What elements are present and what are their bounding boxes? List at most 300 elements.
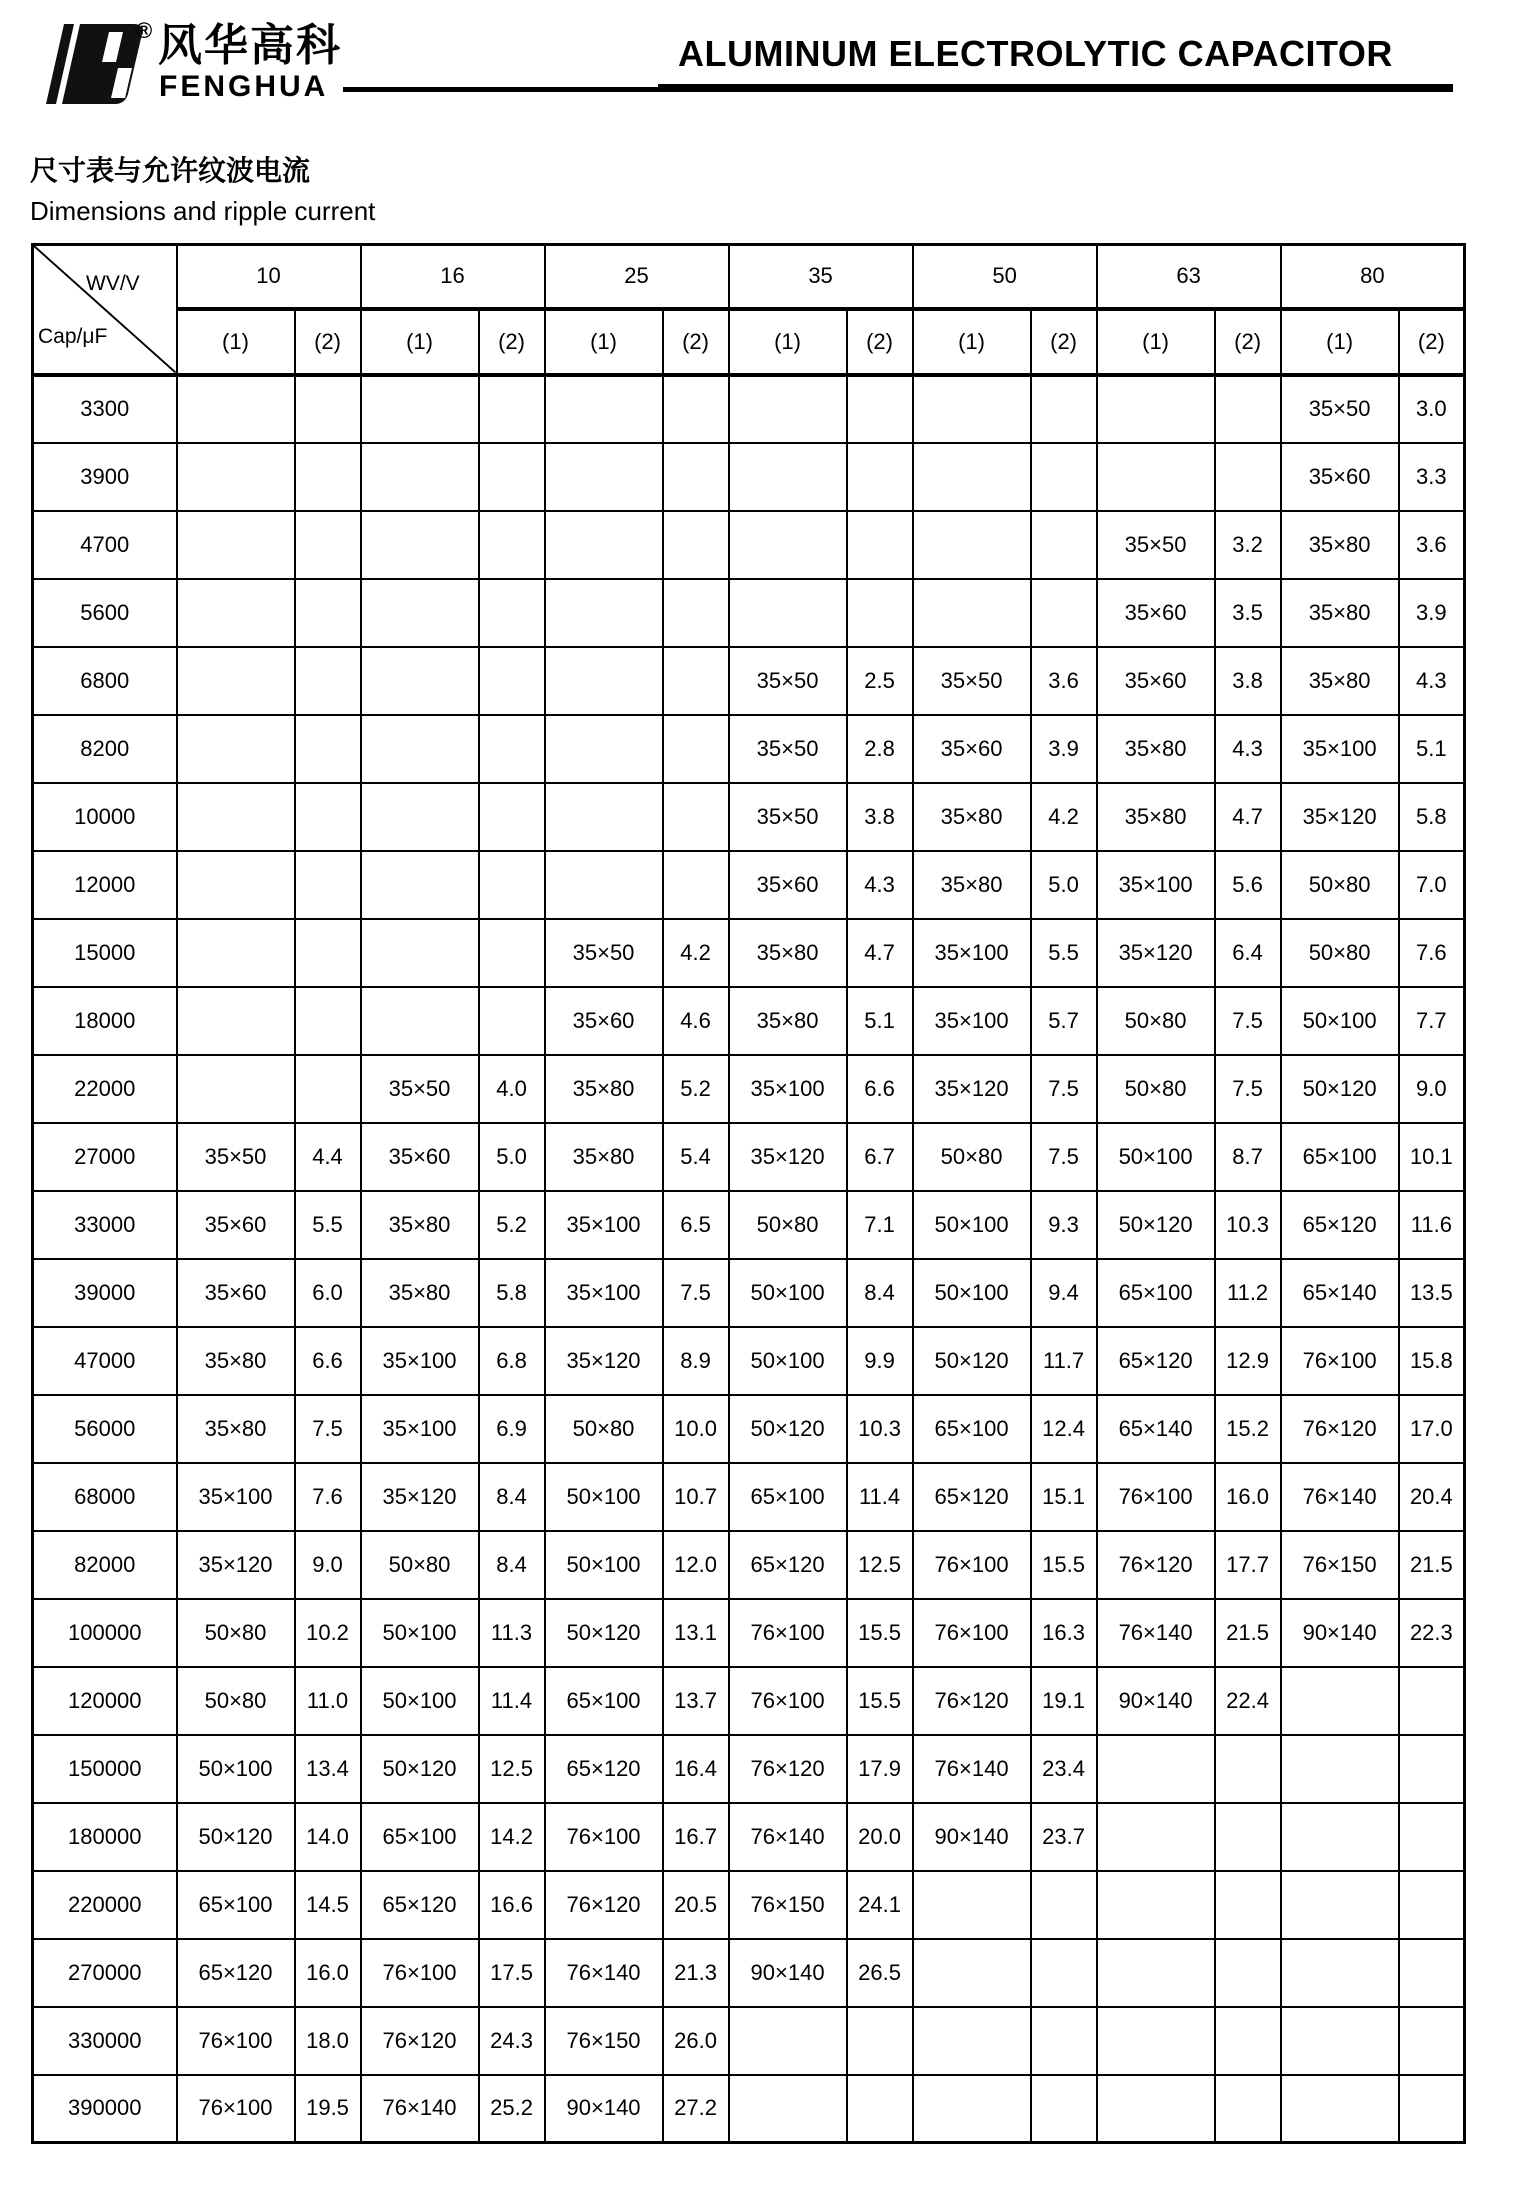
size-cell <box>545 375 663 443</box>
ripple-cell: 8.7 <box>1215 1123 1281 1191</box>
size-cell: 76×100 <box>1281 1327 1399 1395</box>
corner-cell <box>33 245 177 375</box>
cap-cell: 18000 <box>33 987 177 1055</box>
size-cell <box>913 579 1031 647</box>
ripple-cell: 8.4 <box>479 1531 545 1599</box>
ripple-cell: 17.5 <box>479 1939 545 2007</box>
size-cell <box>1281 2075 1399 2143</box>
ripple-cell: 8.9 <box>663 1327 729 1395</box>
cap-cell: 33000 <box>33 1191 177 1259</box>
size-cell: 65×140 <box>1281 1259 1399 1327</box>
size-cell: 90×140 <box>729 1939 847 2007</box>
voltage-header-cell: 63 <box>1097 245 1281 309</box>
size-cell: 50×120 <box>545 1599 663 1667</box>
table-row <box>33 1803 1465 1871</box>
ripple-cell: 5.7 <box>1031 987 1097 1055</box>
cap-cell: 12000 <box>33 851 177 919</box>
ripple-cell <box>295 647 361 715</box>
size-cell: 76×100 <box>729 1599 847 1667</box>
ripple-cell: 6.8 <box>479 1327 545 1395</box>
size-cell <box>177 783 295 851</box>
size-cell: 35×100 <box>913 919 1031 987</box>
size-cell: 35×60 <box>361 1123 479 1191</box>
ripple-cell: 23.7 <box>1031 1803 1097 1871</box>
cap-cell: 220000 <box>33 1871 177 1939</box>
size-cell: 35×100 <box>545 1259 663 1327</box>
size-cell: 35×80 <box>913 851 1031 919</box>
ripple-cell <box>1215 1803 1281 1871</box>
size-cell: 65×100 <box>361 1803 479 1871</box>
ripple-cell <box>1215 375 1281 443</box>
size-cell: 35×60 <box>1097 647 1215 715</box>
cap-cell: 6800 <box>33 647 177 715</box>
ripple-cell: 17.9 <box>847 1735 913 1803</box>
ripple-cell: 2.5 <box>847 647 913 715</box>
size-cell: 50×80 <box>1281 919 1399 987</box>
table-row <box>33 1871 1465 1939</box>
size-cell <box>1097 2075 1215 2143</box>
ripple-cell <box>479 783 545 851</box>
voltage-header-cell: 16 <box>361 245 545 309</box>
ripple-cell: 11.3 <box>479 1599 545 1667</box>
ripple-cell: 7.5 <box>295 1395 361 1463</box>
table-row <box>33 1531 1465 1599</box>
ripple-cell: 24.3 <box>479 2007 545 2075</box>
ripple-cell: 9.4 <box>1031 1259 1097 1327</box>
size-cell: 76×100 <box>361 1939 479 2007</box>
subcol-ripple-cell: (2) <box>1031 309 1097 375</box>
ripple-cell <box>479 851 545 919</box>
ripple-cell: 8.4 <box>479 1463 545 1531</box>
size-cell: 76×120 <box>361 2007 479 2075</box>
ripple-cell: 4.0 <box>479 1055 545 1123</box>
voltage-header-cell: 35 <box>729 245 913 309</box>
subcol-size-cell: (1) <box>361 309 479 375</box>
ripple-cell: 14.0 <box>295 1803 361 1871</box>
ripple-cell: 6.6 <box>295 1327 361 1395</box>
size-cell: 35×80 <box>361 1259 479 1327</box>
ripple-cell <box>663 511 729 579</box>
table-row <box>33 987 1465 1055</box>
ripple-cell: 26.0 <box>663 2007 729 2075</box>
size-cell <box>545 715 663 783</box>
ripple-cell <box>479 511 545 579</box>
ripple-cell <box>1031 443 1097 511</box>
table-row <box>33 1667 1465 1735</box>
ripple-cell: 3.9 <box>1031 715 1097 783</box>
ripple-cell: 5.1 <box>1399 715 1465 783</box>
ripple-cell: 10.2 <box>295 1599 361 1667</box>
size-cell: 35×80 <box>913 783 1031 851</box>
ripple-cell: 6.6 <box>847 1055 913 1123</box>
size-cell <box>361 647 479 715</box>
size-cell <box>177 987 295 1055</box>
ripple-cell: 3.9 <box>1399 579 1465 647</box>
ripple-cell <box>1215 2007 1281 2075</box>
ripple-cell: 9.3 <box>1031 1191 1097 1259</box>
size-cell <box>545 579 663 647</box>
ripple-cell: 14.5 <box>295 1871 361 1939</box>
ripple-cell <box>663 851 729 919</box>
ripple-cell: 23.4 <box>1031 1735 1097 1803</box>
ripple-cell: 4.3 <box>847 851 913 919</box>
size-cell <box>1097 1939 1215 2007</box>
cap-cell: 39000 <box>33 1259 177 1327</box>
ripple-cell: 15.5 <box>1031 1531 1097 1599</box>
document-title: ALUMINUM ELECTROLYTIC CAPACITOR <box>678 33 1393 74</box>
ripple-cell: 4.4 <box>295 1123 361 1191</box>
ripple-cell: 4.6 <box>663 987 729 1055</box>
size-cell: 76×140 <box>1281 1463 1399 1531</box>
size-cell <box>913 511 1031 579</box>
ripple-cell: 10.3 <box>1215 1191 1281 1259</box>
size-cell: 35×80 <box>1097 715 1215 783</box>
table-row <box>33 1259 1465 1327</box>
size-cell <box>1281 1871 1399 1939</box>
ripple-cell: 7.5 <box>1031 1123 1097 1191</box>
subcol-size-cell: (1) <box>913 309 1031 375</box>
size-cell: 50×80 <box>177 1667 295 1735</box>
size-cell <box>361 987 479 1055</box>
fenghua-logo-icon <box>38 24 142 104</box>
ripple-cell <box>847 511 913 579</box>
cap-cell: 47000 <box>33 1327 177 1395</box>
ripple-cell: 26.5 <box>847 1939 913 2007</box>
size-cell <box>545 511 663 579</box>
cap-cell: 3300 <box>33 375 177 443</box>
size-cell <box>361 715 479 783</box>
size-cell: 76×140 <box>729 1803 847 1871</box>
subcol-ripple-cell: (2) <box>847 309 913 375</box>
cap-cell: 22000 <box>33 1055 177 1123</box>
table-body <box>33 375 1465 2143</box>
size-cell: 90×140 <box>1097 1667 1215 1735</box>
table-row <box>33 647 1465 715</box>
size-cell <box>1281 1735 1399 1803</box>
registered-trademark-icon: ® <box>136 18 153 43</box>
ripple-cell: 17.0 <box>1399 1395 1465 1463</box>
ripple-cell: 2.8 <box>847 715 913 783</box>
voltage-header-cell: 80 <box>1281 245 1465 309</box>
ripple-cell: 5.0 <box>479 1123 545 1191</box>
ripple-cell: 11.4 <box>847 1463 913 1531</box>
ripple-cell <box>663 783 729 851</box>
size-cell: 76×120 <box>1097 1531 1215 1599</box>
ripple-cell: 20.5 <box>663 1871 729 1939</box>
ripple-cell: 3.2 <box>1215 511 1281 579</box>
size-cell: 76×150 <box>545 2007 663 2075</box>
ripple-cell <box>847 2007 913 2075</box>
ripple-cell: 17.7 <box>1215 1531 1281 1599</box>
cap-cell: 390000 <box>33 2075 177 2143</box>
ripple-cell: 7.5 <box>1215 1055 1281 1123</box>
size-cell <box>729 375 847 443</box>
size-cell: 35×50 <box>729 715 847 783</box>
size-cell: 35×50 <box>361 1055 479 1123</box>
subcol-ripple-cell: (2) <box>1399 309 1465 375</box>
size-cell <box>1097 1735 1215 1803</box>
size-cell: 35×120 <box>361 1463 479 1531</box>
cap-cell: 100000 <box>33 1599 177 1667</box>
size-cell <box>545 851 663 919</box>
ripple-cell: 3.3 <box>1399 443 1465 511</box>
size-cell <box>1281 1803 1399 1871</box>
ripple-cell <box>1399 1803 1465 1871</box>
ripple-cell <box>1215 1735 1281 1803</box>
ripple-cell <box>847 579 913 647</box>
size-cell: 35×120 <box>1281 783 1399 851</box>
ripple-cell: 13.5 <box>1399 1259 1465 1327</box>
table-row <box>33 443 1465 511</box>
subcol-size-cell: (1) <box>1281 309 1399 375</box>
ripple-cell <box>479 443 545 511</box>
corner-label-wvv: WV/V <box>86 272 140 295</box>
size-cell: 50×100 <box>1097 1123 1215 1191</box>
size-cell: 76×100 <box>545 1803 663 1871</box>
ripple-cell: 16.0 <box>1215 1463 1281 1531</box>
ripple-cell: 5.0 <box>1031 851 1097 919</box>
ripple-cell: 16.4 <box>663 1735 729 1803</box>
size-cell <box>177 443 295 511</box>
size-cell <box>1281 1667 1399 1735</box>
ripple-cell: 15.8 <box>1399 1327 1465 1395</box>
size-cell: 50×100 <box>361 1599 479 1667</box>
ripple-cell: 4.7 <box>847 919 913 987</box>
size-cell: 50×80 <box>177 1599 295 1667</box>
size-cell: 76×120 <box>545 1871 663 1939</box>
size-cell <box>361 443 479 511</box>
ripple-cell: 5.4 <box>663 1123 729 1191</box>
ripple-cell: 19.5 <box>295 2075 361 2143</box>
size-cell: 50×80 <box>1097 1055 1215 1123</box>
table-row <box>33 1463 1465 1531</box>
size-cell: 76×100 <box>177 2007 295 2075</box>
table-row <box>33 375 1465 443</box>
ripple-cell <box>295 715 361 783</box>
ripple-cell <box>479 375 545 443</box>
ripple-cell: 22.4 <box>1215 1667 1281 1735</box>
ripple-cell: 6.7 <box>847 1123 913 1191</box>
size-cell <box>913 1939 1031 2007</box>
size-cell: 76×120 <box>729 1735 847 1803</box>
size-cell <box>1097 375 1215 443</box>
ripple-cell: 21.5 <box>1215 1599 1281 1667</box>
size-cell <box>1281 1939 1399 2007</box>
size-cell <box>545 647 663 715</box>
size-cell: 35×100 <box>729 1055 847 1123</box>
size-cell: 76×100 <box>1097 1463 1215 1531</box>
cap-cell: 270000 <box>33 1939 177 2007</box>
cap-cell: 15000 <box>33 919 177 987</box>
ripple-cell <box>663 715 729 783</box>
size-cell <box>729 579 847 647</box>
table-row <box>33 1123 1465 1191</box>
size-cell: 50×80 <box>361 1531 479 1599</box>
ripple-cell <box>1399 1871 1465 1939</box>
ripple-cell <box>1031 579 1097 647</box>
size-cell <box>177 375 295 443</box>
cap-cell: 5600 <box>33 579 177 647</box>
size-cell <box>913 443 1031 511</box>
size-cell: 35×60 <box>177 1191 295 1259</box>
corner-label-cap: Cap/μF <box>38 324 108 348</box>
size-cell: 35×50 <box>1281 375 1399 443</box>
subcol-size-cell: (1) <box>545 309 663 375</box>
voltage-header-row <box>33 245 1465 309</box>
cap-cell: 27000 <box>33 1123 177 1191</box>
ripple-cell: 6.4 <box>1215 919 1281 987</box>
ripple-cell: 4.7 <box>1215 783 1281 851</box>
diagonal-divider <box>34 246 176 373</box>
ripple-cell: 15.5 <box>847 1667 913 1735</box>
ripple-cell: 9.0 <box>295 1531 361 1599</box>
ripple-cell <box>847 443 913 511</box>
subcol-ripple-cell: (2) <box>295 309 361 375</box>
table-row <box>33 919 1465 987</box>
size-cell: 35×50 <box>913 647 1031 715</box>
cap-cell: 10000 <box>33 783 177 851</box>
size-cell <box>913 1871 1031 1939</box>
ripple-cell <box>1399 2075 1465 2143</box>
size-cell: 50×120 <box>1097 1191 1215 1259</box>
ripple-cell: 15.5 <box>847 1599 913 1667</box>
ripple-cell: 16.6 <box>479 1871 545 1939</box>
size-cell: 76×150 <box>1281 1531 1399 1599</box>
size-cell: 35×80 <box>1281 647 1399 715</box>
ripple-cell: 3.5 <box>1215 579 1281 647</box>
table-row <box>33 1327 1465 1395</box>
subcol-size-cell: (1) <box>1097 309 1215 375</box>
cap-cell: 8200 <box>33 715 177 783</box>
ripple-cell <box>1031 2007 1097 2075</box>
ripple-cell <box>663 647 729 715</box>
size-cell: 35×80 <box>177 1327 295 1395</box>
size-cell: 35×100 <box>545 1191 663 1259</box>
size-cell: 90×140 <box>1281 1599 1399 1667</box>
ripple-cell: 25.2 <box>479 2075 545 2143</box>
size-cell <box>1097 443 1215 511</box>
size-cell: 35×80 <box>545 1123 663 1191</box>
size-cell: 35×50 <box>177 1123 295 1191</box>
dimensions-ripple-table <box>31 243 1466 2144</box>
size-cell: 35×60 <box>1281 443 1399 511</box>
ripple-cell <box>479 715 545 783</box>
ripple-cell: 3.6 <box>1399 511 1465 579</box>
size-cell: 76×100 <box>177 2075 295 2143</box>
ripple-cell: 7.6 <box>1399 919 1465 987</box>
size-cell: 35×80 <box>177 1395 295 1463</box>
ripple-cell: 7.5 <box>1215 987 1281 1055</box>
size-cell: 65×100 <box>177 1871 295 1939</box>
ripple-cell: 4.2 <box>1031 783 1097 851</box>
ripple-cell <box>295 987 361 1055</box>
ripple-cell <box>295 375 361 443</box>
ripple-cell: 4.2 <box>663 919 729 987</box>
size-cell: 65×120 <box>361 1871 479 1939</box>
ripple-cell: 7.0 <box>1399 851 1465 919</box>
size-cell: 65×100 <box>729 1463 847 1531</box>
ripple-cell: 10.1 <box>1399 1123 1465 1191</box>
size-cell: 65×120 <box>729 1531 847 1599</box>
ripple-cell <box>1399 1735 1465 1803</box>
ripple-cell: 10.3 <box>847 1395 913 1463</box>
size-cell: 35×100 <box>913 987 1031 1055</box>
size-cell: 76×140 <box>913 1735 1031 1803</box>
ripple-cell: 21.5 <box>1399 1531 1465 1599</box>
size-cell <box>177 579 295 647</box>
size-cell: 50×100 <box>177 1735 295 1803</box>
ripple-cell: 12.5 <box>847 1531 913 1599</box>
ripple-cell <box>1215 1871 1281 1939</box>
ripple-cell <box>1215 1939 1281 2007</box>
table-row <box>33 851 1465 919</box>
size-cell: 35×80 <box>1281 511 1399 579</box>
size-cell: 35×60 <box>1097 579 1215 647</box>
ripple-cell <box>663 579 729 647</box>
size-cell: 50×120 <box>913 1327 1031 1395</box>
voltage-header-cell: 50 <box>913 245 1097 309</box>
ripple-cell: 22.3 <box>1399 1599 1465 1667</box>
subcol-ripple-cell: (2) <box>1215 309 1281 375</box>
size-cell: 65×120 <box>1097 1327 1215 1395</box>
cap-cell: 68000 <box>33 1463 177 1531</box>
size-cell: 35×60 <box>177 1259 295 1327</box>
ripple-cell <box>1031 511 1097 579</box>
size-cell <box>361 579 479 647</box>
ripple-cell <box>295 919 361 987</box>
ripple-cell: 16.7 <box>663 1803 729 1871</box>
ripple-cell: 6.0 <box>295 1259 361 1327</box>
ripple-cell: 7.7 <box>1399 987 1465 1055</box>
size-cell: 35×120 <box>177 1531 295 1599</box>
ripple-cell: 20.4 <box>1399 1463 1465 1531</box>
table-row <box>33 511 1465 579</box>
subcol-size-cell: (1) <box>177 309 295 375</box>
size-cell: 35×120 <box>729 1123 847 1191</box>
size-cell <box>361 375 479 443</box>
size-cell: 35×100 <box>361 1327 479 1395</box>
ripple-cell: 4.3 <box>1215 715 1281 783</box>
table-row <box>33 1735 1465 1803</box>
size-cell: 65×100 <box>545 1667 663 1735</box>
cap-cell: 330000 <box>33 2007 177 2075</box>
size-cell <box>545 783 663 851</box>
size-cell: 65×100 <box>1281 1123 1399 1191</box>
ripple-cell <box>479 919 545 987</box>
ripple-cell: 27.2 <box>663 2075 729 2143</box>
size-cell: 90×140 <box>545 2075 663 2143</box>
table-row <box>33 1395 1465 1463</box>
cap-cell: 120000 <box>33 1667 177 1735</box>
table-row <box>33 2007 1465 2075</box>
ripple-cell <box>1031 2075 1097 2143</box>
ripple-cell: 10.7 <box>663 1463 729 1531</box>
ripple-cell: 13.4 <box>295 1735 361 1803</box>
size-cell: 35×120 <box>545 1327 663 1395</box>
size-cell: 76×100 <box>729 1667 847 1735</box>
size-cell: 50×100 <box>913 1191 1031 1259</box>
cap-cell: 180000 <box>33 1803 177 1871</box>
size-cell: 35×100 <box>1281 715 1399 783</box>
size-cell <box>1097 1871 1215 1939</box>
ripple-cell <box>847 375 913 443</box>
size-cell <box>177 647 295 715</box>
size-cell <box>1097 2007 1215 2075</box>
ripple-cell: 5.2 <box>663 1055 729 1123</box>
ripple-cell <box>1031 1871 1097 1939</box>
size-cell: 50×100 <box>729 1259 847 1327</box>
ripple-cell: 5.5 <box>295 1191 361 1259</box>
